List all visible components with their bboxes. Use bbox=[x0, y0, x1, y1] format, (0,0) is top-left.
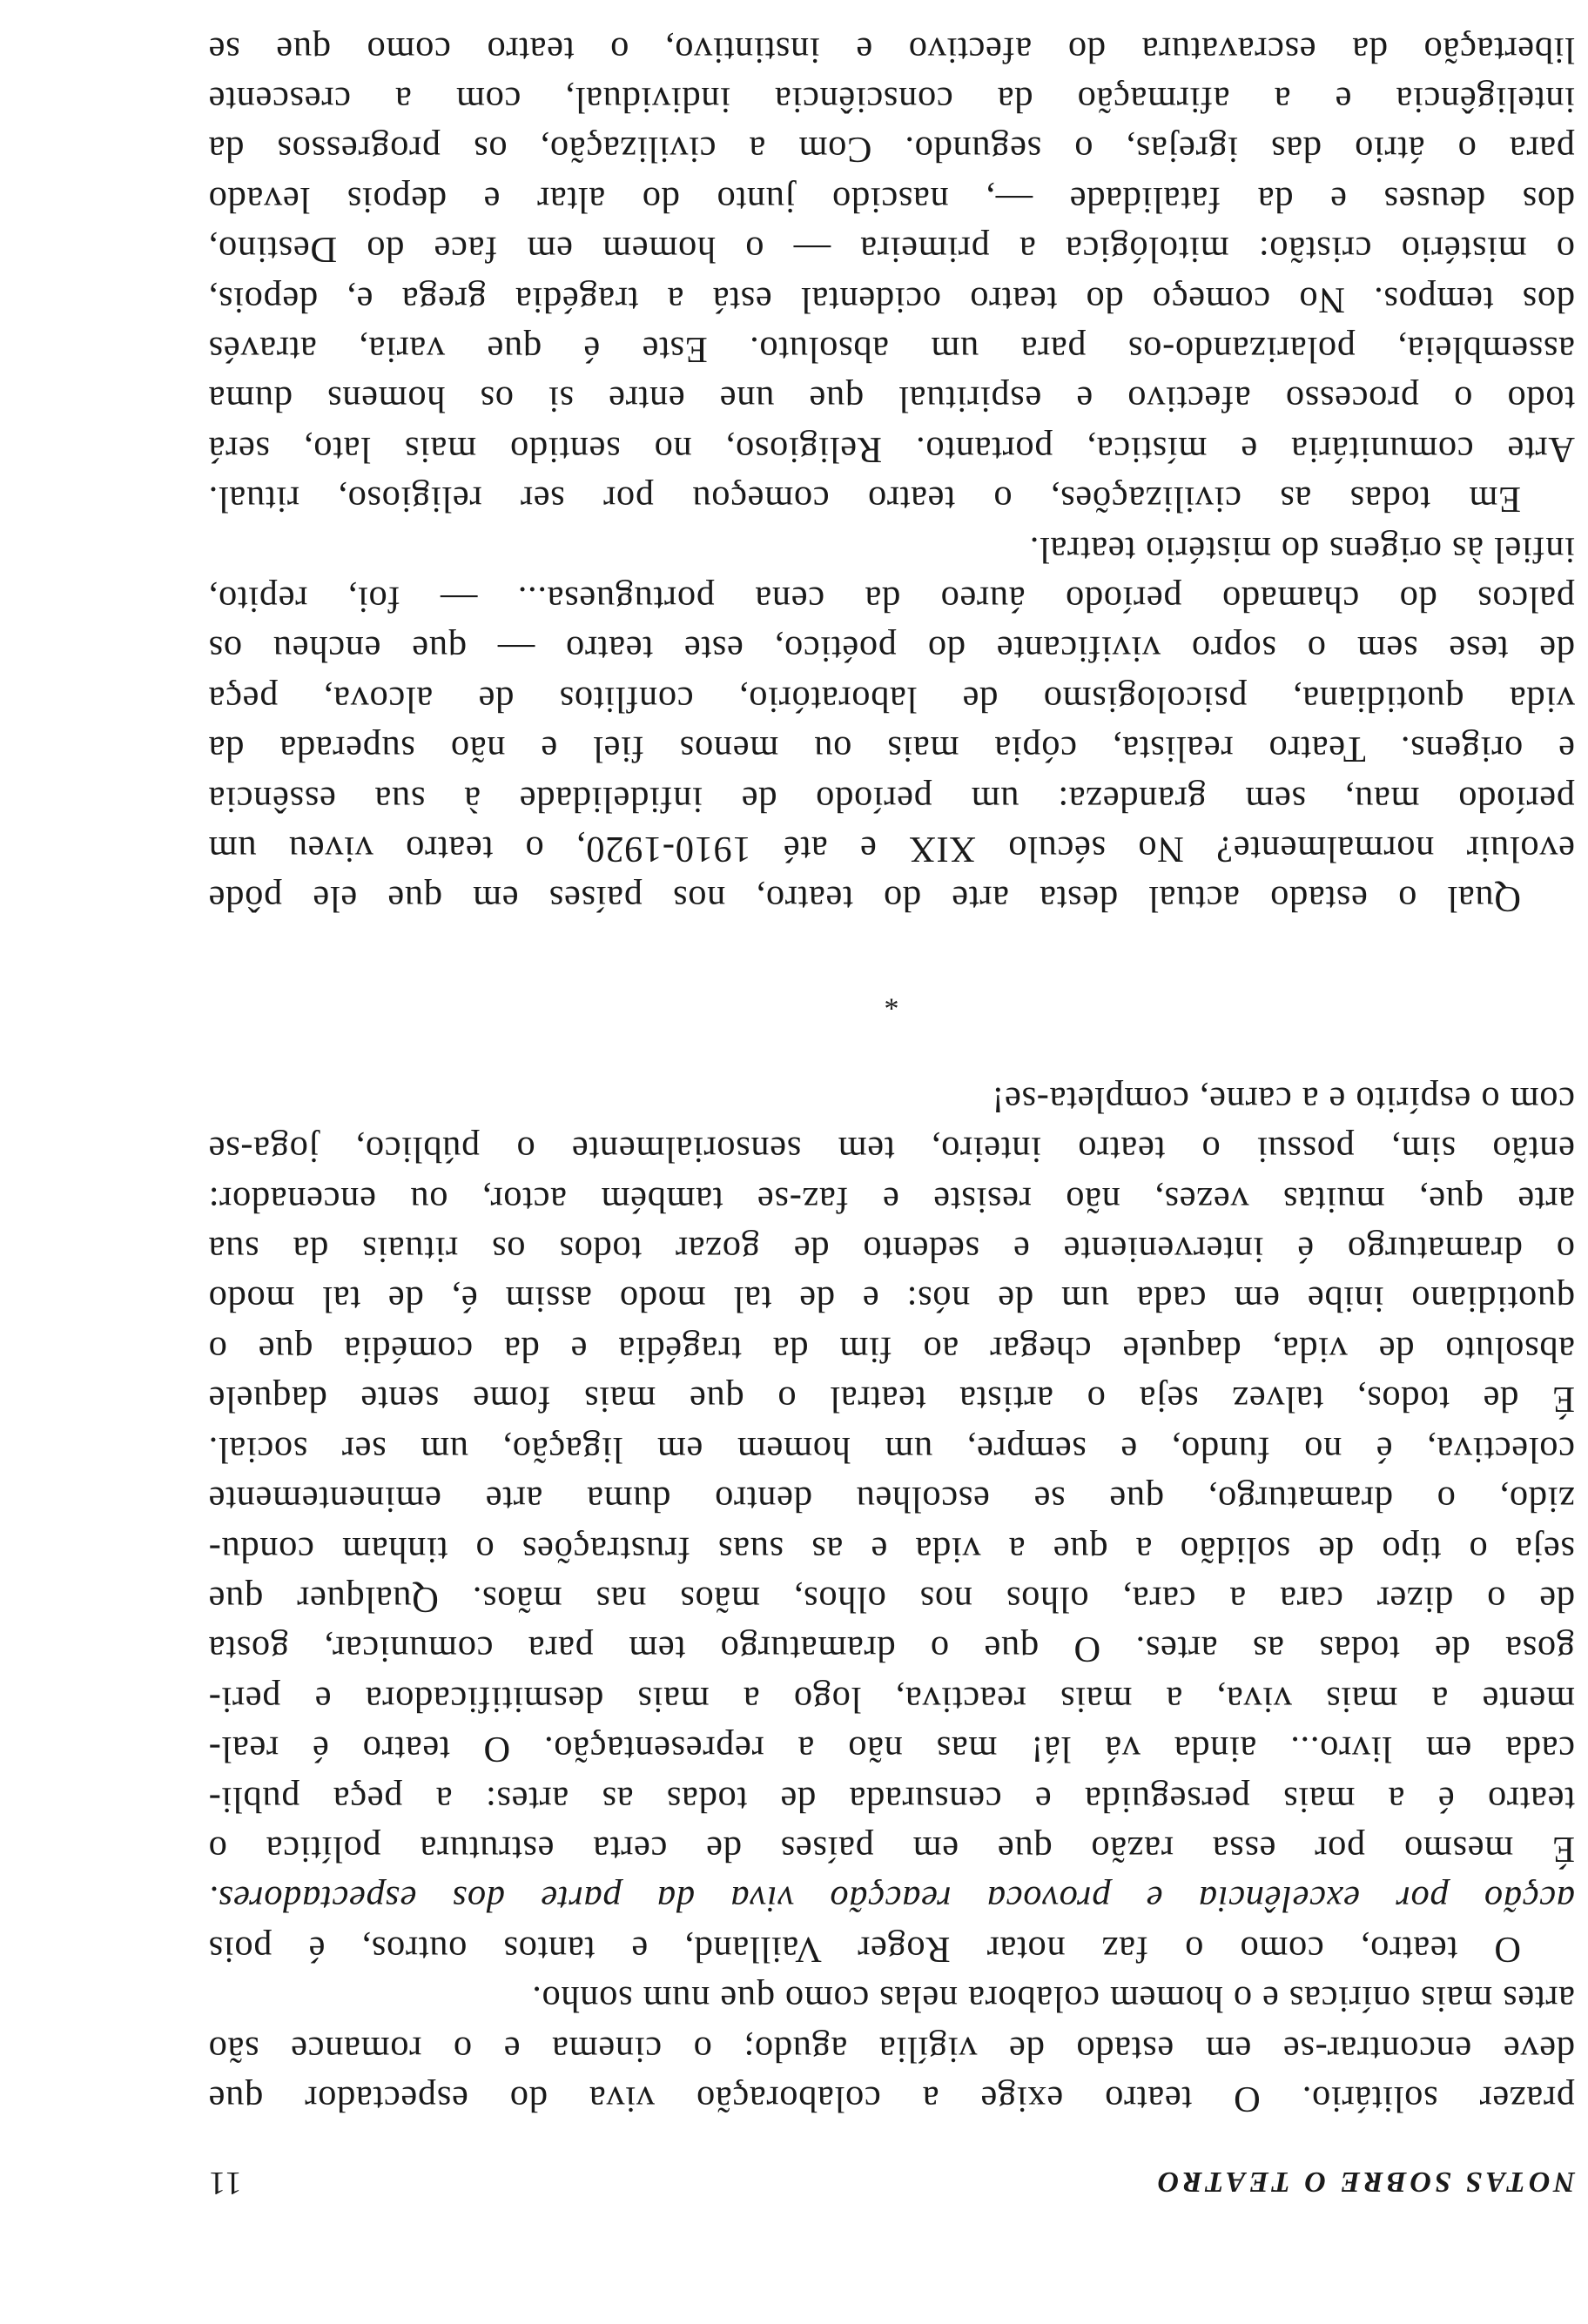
text-line: colectiva, é no fundo, e sempre, um homem em ligação, um ser social. bbox=[208, 1428, 1575, 1470]
text-line: evoluir normalmente? No século XIX e até 1910-1920, o teatro viveu um bbox=[208, 829, 1575, 870]
running-title: NOTAS SOBRE O TEATRO bbox=[1154, 2166, 1575, 2198]
text-line: com o espírito e a carne, completa-se! bbox=[991, 1078, 1575, 1120]
text-line: então sim, possui o teatro inteiro, tem sensorialmente o público, joga-se bbox=[208, 1129, 1575, 1171]
text-line: quotidiano inibe em cada um de nós: e de tal modo assim é, de tal modo bbox=[208, 1279, 1575, 1320]
text-line: zido, o dramaturgo, que se escolheu dentro duma arte eminentemente bbox=[208, 1479, 1575, 1521]
text-line: vida quotidiana, psicologismo de laboratório, conflitos de alcova, peça bbox=[208, 678, 1575, 720]
page-content bbox=[208, 24, 1575, 2202]
paragraph-2 bbox=[208, 1074, 1575, 1973]
paragraph-1 bbox=[208, 1974, 1575, 2124]
text-line: todo o processo afectivo e espiritual que une entre si os homens duma bbox=[208, 379, 1575, 420]
text-line: o dramaturgo é interveniente e sedento de gozar todos os rituais da sua bbox=[208, 1229, 1575, 1271]
text-line: de tese sem o sopro vivificante do poético, este teatro — que encheu os bbox=[208, 628, 1575, 670]
text-line: deve encontrar-se em estado de vigília agudo; o cinema e o romance são bbox=[208, 2028, 1575, 2070]
text-line: período mau, sem grandeza: um período de infidelidade à sua essência bbox=[208, 778, 1575, 820]
text-line: teatro é a mais perseguida e censurada de todas as artes: a peça publi- bbox=[208, 1778, 1575, 1820]
text-line: infiel às origens do mistério teatral. bbox=[1029, 528, 1575, 570]
paragraph-3 bbox=[208, 524, 1575, 924]
text-line: mente a mais viva, a mais reactiva, logo a mais desmitificadora e peri- bbox=[208, 1678, 1575, 1720]
text-line: arte que, muitas vezes, não resiste e faz-se também actor, ou encenador: bbox=[208, 1179, 1575, 1220]
text-line: É de todos, talvez seja o artista teatral o que mais fome sente daquele bbox=[208, 1379, 1575, 1421]
text-line: cada em livro... ainda vá lá! mas não a representação. O teatro é real- bbox=[208, 1729, 1575, 1770]
text-line: inteligência e a afirmação da consciência individual, com a crescente bbox=[208, 78, 1575, 120]
text-line: assembleia, polarizando-os para um absoluto. Este é que varia, através bbox=[208, 329, 1575, 370]
text-line: gosa de todas as artes. O que o dramaturgo tem para comunicar, gosta bbox=[208, 1629, 1575, 1670]
text-line: acção por excelência e provoca reacção viva da parte dos espectadores. bbox=[208, 1878, 1575, 1920]
paragraph-4 bbox=[208, 24, 1575, 524]
text-line: de o dizer cara a cara, olhos nos olhos, mãos nas mãos. Qualquer que bbox=[208, 1578, 1575, 1620]
running-header bbox=[208, 2164, 1575, 2202]
asterisk-separator: * bbox=[884, 983, 899, 1016]
text-line: Arte comunitária e mística, portanto. Religioso, no sentido mais lato, será bbox=[208, 428, 1575, 470]
text-line: dos tempos. No começo do teatro ocidental está a tragédia grega e, depois, bbox=[208, 279, 1575, 320]
text-line: Em todas as civilizações, o teatro começou por ser religioso, ritual. bbox=[208, 479, 1521, 521]
text-line: o mistério cristão: mitológica a primeira — o homem em face do Destino, bbox=[208, 229, 1575, 271]
text-line: seja o tipo de solidão a que a vida e as suas frustrações o tinham condu- bbox=[208, 1528, 1575, 1570]
text-line: e origens. Teatro realista, cópia mais ou menos fiel e não superada da bbox=[208, 729, 1575, 770]
section-separator bbox=[208, 924, 1575, 1074]
text-line: O teatro, como o faz notar Roger Vailland, e tantos outros, é pois bbox=[208, 1928, 1521, 1970]
page-number: 11 bbox=[208, 2165, 242, 2201]
text-line: dos deuses e da fatalidade —, nascido junto do altar e depois levado bbox=[208, 178, 1575, 220]
text-line: prazer solitário. O teatro exige a colaboração viva do espectador que bbox=[208, 2079, 1575, 2119]
text-line: palcos do chamado período áureo da cena portuguesa... — foi, repito, bbox=[208, 579, 1575, 621]
text-line: libertação da escravatura do afectivo e instintivo, o teatro como que se bbox=[208, 29, 1575, 71]
text-line: artes mais oníricas e o homem colabora nelas como que num sonho. bbox=[531, 1978, 1575, 2020]
text-line: para o átrio das igrejas, o segundo. Com a civilização, os progressos da bbox=[208, 129, 1575, 171]
text-line: absoluto de vida, daquele chegar ao fim da tragédia e da comédia que o bbox=[208, 1328, 1575, 1370]
text-line: É mesmo por essa razão que em países de certa estrutura política o bbox=[208, 1828, 1575, 1870]
text-line: Qual o estado actual desta arte do teatro, nos países em que ele pôde bbox=[208, 878, 1521, 920]
